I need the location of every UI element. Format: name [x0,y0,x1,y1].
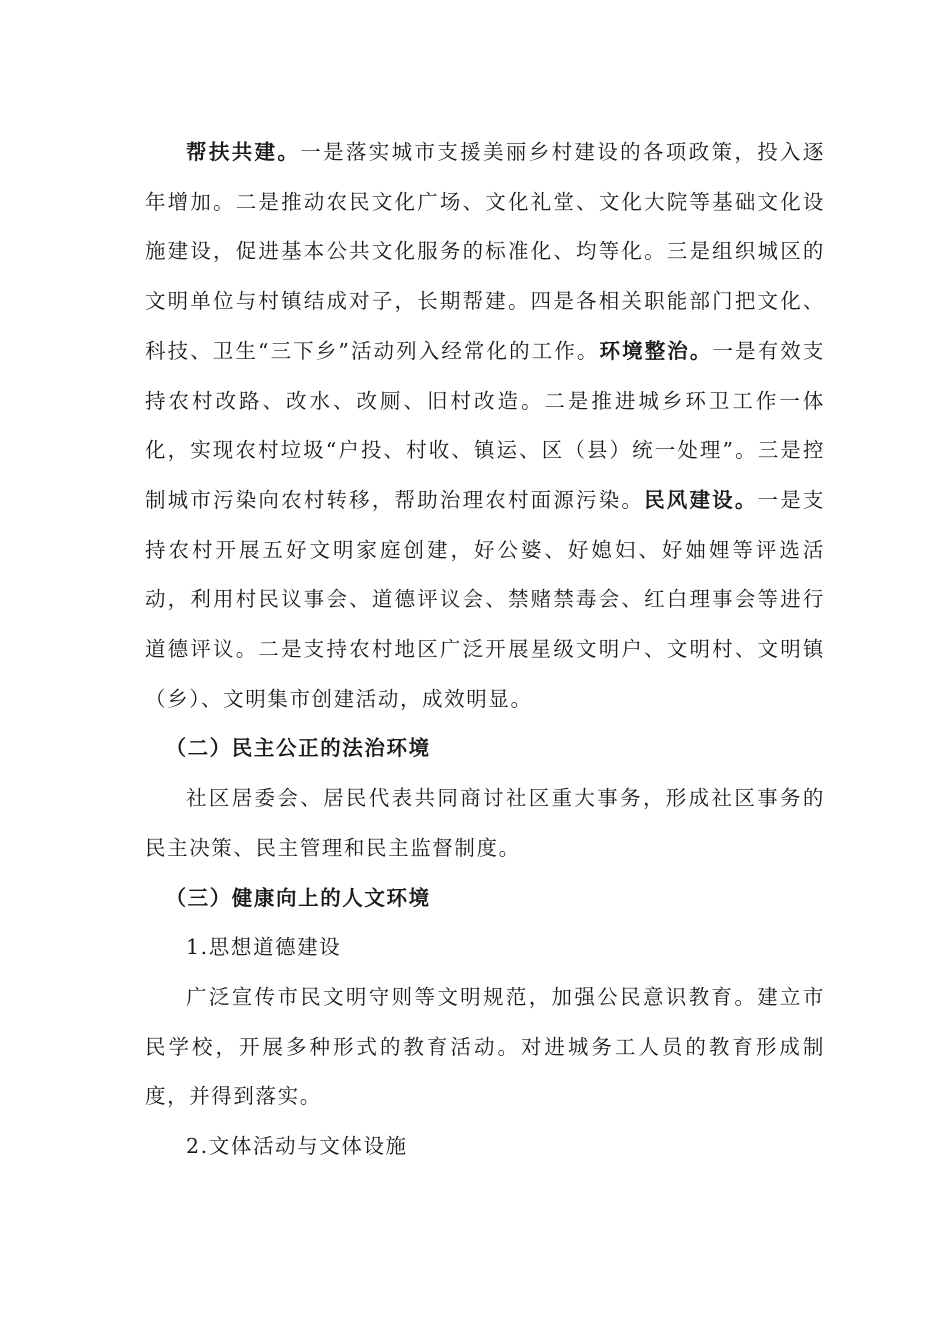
paragraph-assistance [145,128,825,724]
document-page [145,128,825,1172]
text-environment: 一是有效支持农村改路、改水、改厕、旧村改造。二是推进城乡环卫工作一体化，实现农村垃圾“户投、村收、镇运、区（县）统一处理”。三是控制城市污染向农村转移，帮助治理农村面源污染。 [145,338,826,512]
lead-environment: 环境整治。 [599,338,713,363]
section-2-heading: （二）民主公正的法治环境 [165,736,431,761]
section-3-sub-1: 1.思想道德建设 [186,935,342,960]
lead-customs: 民风建设。 [644,487,758,512]
section-3-heading: （三）健康向上的人文环境 [165,885,431,910]
lead-assistance: 帮扶共建。 [186,140,301,164]
section-2-text: 社区居委会、居民代表共同商讨社区重大事务，形成社区事务的民主决策、民主管理和民主监督制度。 [145,786,825,860]
text-customs: 一是支持农村开展五好文明家庭创建，好公婆、好媳妇、好妯娌等评选活动，利用村民议事会、道德评议会、禁赌禁毒会、红白理事会等进行道德评议。二是支持农村地区广泛开展星级文明户、文明村、文明镇（乡）、文明集市创建活动，成效明显。 [145,487,826,711]
section-3-text-1: 广泛宣传市民文明守则等文明规范，加强公民意识教育。建立市民学校，开展多种形式的教育活动。对进城务工人员的教育形成制度，并得到落实。 [145,984,825,1109]
text-assistance: 一是落实城市支援美丽乡村建设的各项政策，投入逐年增加。二是推动农民文化广场、文化礼堂、文化大院等基础文化设施建设，促进基本公共文化服务的标准化、均等化。三是组织城区的文明单位与村镇结成对子，长期帮建。四是各相关职能部门把文化、科技、卫生“三下乡”活动列入经常化的工作。 [145,140,825,363]
section-3-sub-2: 2.文体活动与文体设施 [186,1134,408,1159]
